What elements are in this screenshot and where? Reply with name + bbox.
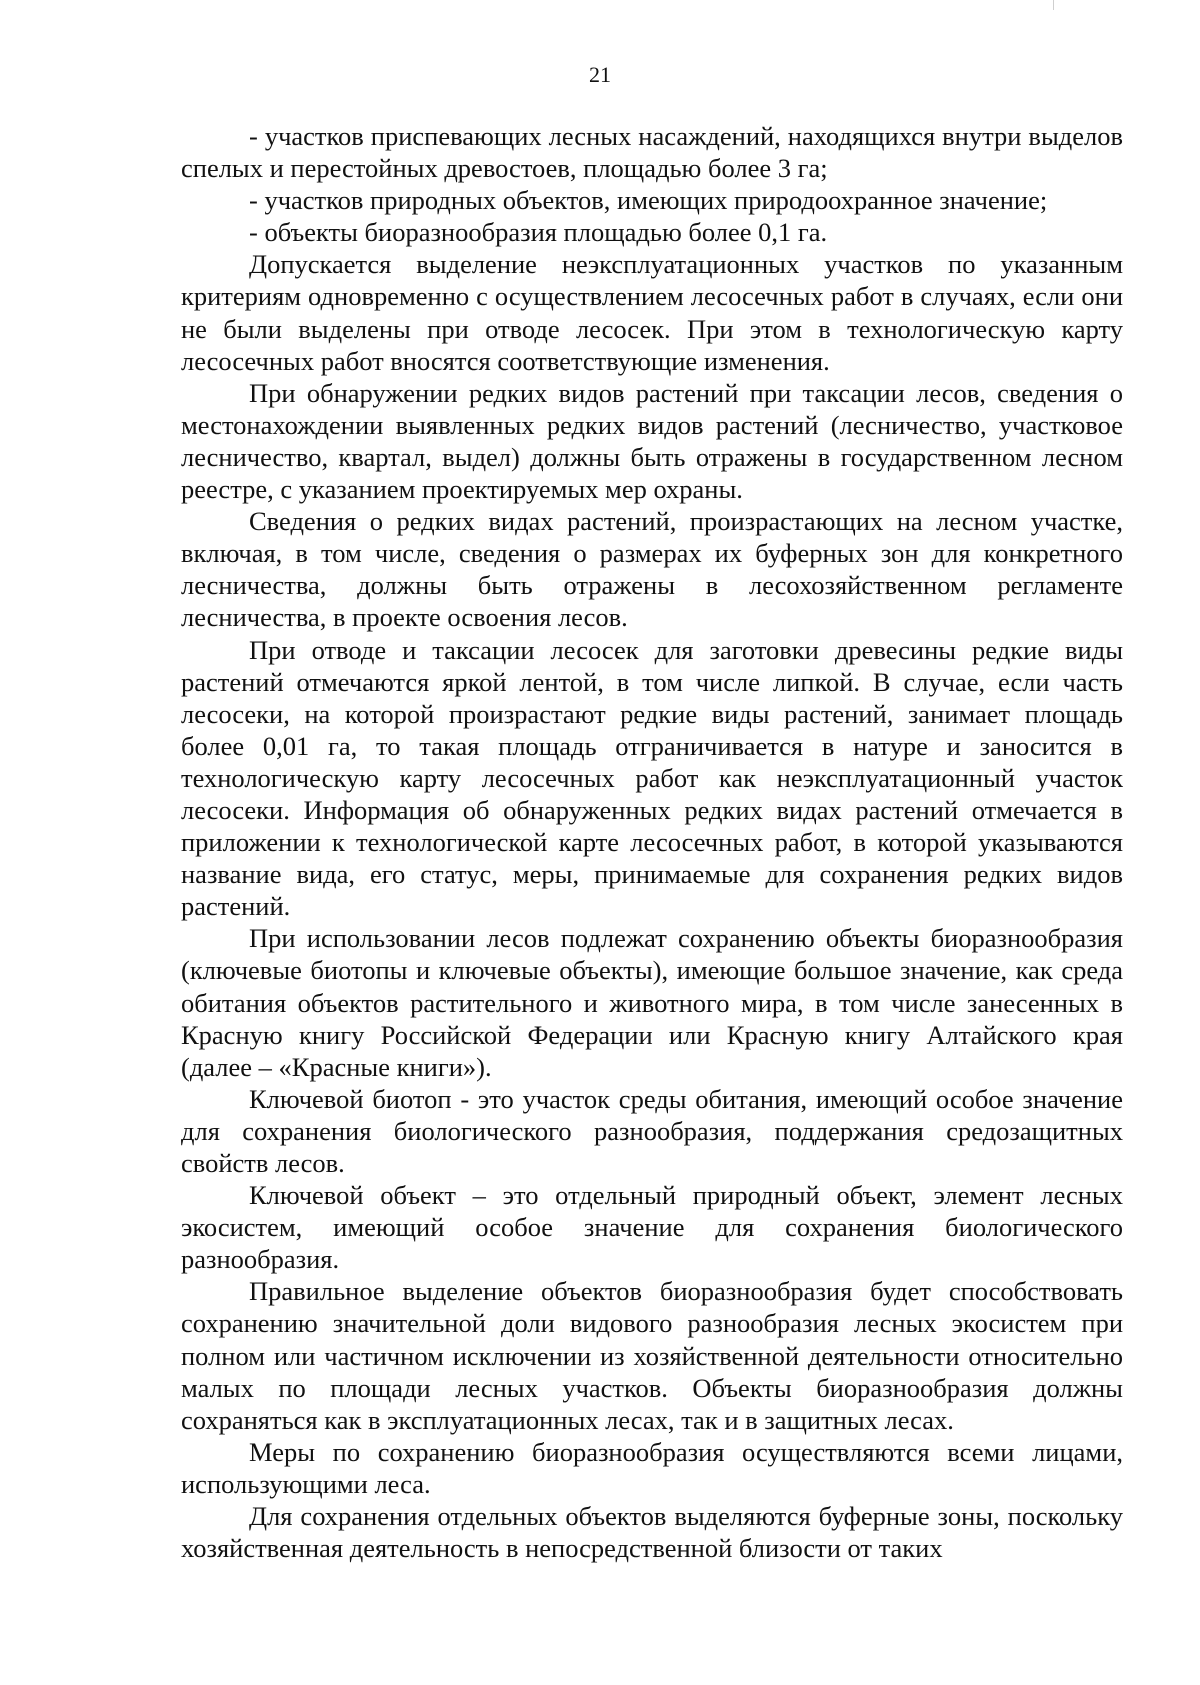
paragraph: Правильное выделение объектов биоразнообразия будет способствовать сохранению значительной доли видового разнообразия лесных экосистем при полном или частичном исключении из хозяйственной деятельности относительно малых по площади лесных участков. Объекты биоразнообразия должны сохраняться как в эксплуатационных лесах, так и в защитных лесах. [181,1276,1123,1435]
paragraph: При обнаружении редких видов растений при таксации лесов, сведения о местонахождении выявленных редких видов растений (лесничество, участковое лесничество, квартал, выдел) должны быть отражены в государственном лесном реестре, с указанием проектируемых мер охраны. [181,377,1123,505]
page-number: 21 [589,62,611,87]
paragraph: Допускается выделение неэксплуатационных участков по указанным критериям одновременно с осуществлением лесосечных работ в случаях, если они не были выделены при отводе лесосек. При этом в технологическую карту лесосечных работ вносятся соответствующие изменения. [181,249,1123,376]
bullet-paragraph: - участков природных объектов, имеющих природоохранное значение; [249,185,1048,216]
paragraph: Меры по сохранению биоразнообразия осуществляются всеми лицами, использующими леса. [181,1436,1123,1499]
document-body [181,120,1123,1564]
paragraph: При отводе и таксации лесосек для заготовки древесины редкие виды растений отмечаются яркой лентой, в том числе липкой. В случае, если часть лесосеки, на которой произрастают редкие виды растений, занимает площадь более 0,01 га, то такая площадь отграничивается в натуре и заносится в технологическую карту лесосечных работ как неэксплуатационный участок лесосеки. Информация об обнаруженных редких видах растений отмечается в приложении к технологической карте лесосечных работ, в которой указываются название вида, его статус, меры, принимаемые для сохранения редких видов растений. [181,634,1123,922]
bullet-paragraph: - участков приспевающих лесных насаждений, находящихся внутри выделов спелых и перестойных древостоев, площадью более 3 га; [181,121,1123,184]
paragraph: Ключевой биотоп - это участок среды обитания, имеющий особое значение для сохранения биологического разнообразия, поддержания средозащитных свойств лесов. [181,1083,1123,1178]
paragraph: Для сохранения отдельных объектов выделяются буферные зоны, поскольку хозяйственная деятельность в непосредственной близости от таких [181,1501,1123,1564]
paragraph: Сведения о редких видах растений, произрастающих на лесном участке, включая, в том числе, сведения о размерах их буферных зон для конкретного лесничества, должны быть отражены в лесохозяйственном регламенте лесничества, в проекте освоения лесов. [181,506,1123,633]
paragraph: Ключевой объект – это отдельный природный объект, элемент лесных экосистем, имеющий особое значение для сохранения биологического разнообразия. [181,1180,1123,1275]
paragraph: При использовании лесов подлежат сохранению объекты биоразнообразия (ключевые биотопы и ключевые объекты), имеющие большое значение, как среда обитания объектов растительного и животного мира, в том числе занесенных в Красную книгу Российской Федерации или Красную книгу Алтайского края (далее – «Красные книги»). [181,923,1123,1082]
scan-mark [1053,0,1054,10]
bullet-paragraph: - объекты биоразнообразия площадью более 0,1 га. [249,217,828,248]
